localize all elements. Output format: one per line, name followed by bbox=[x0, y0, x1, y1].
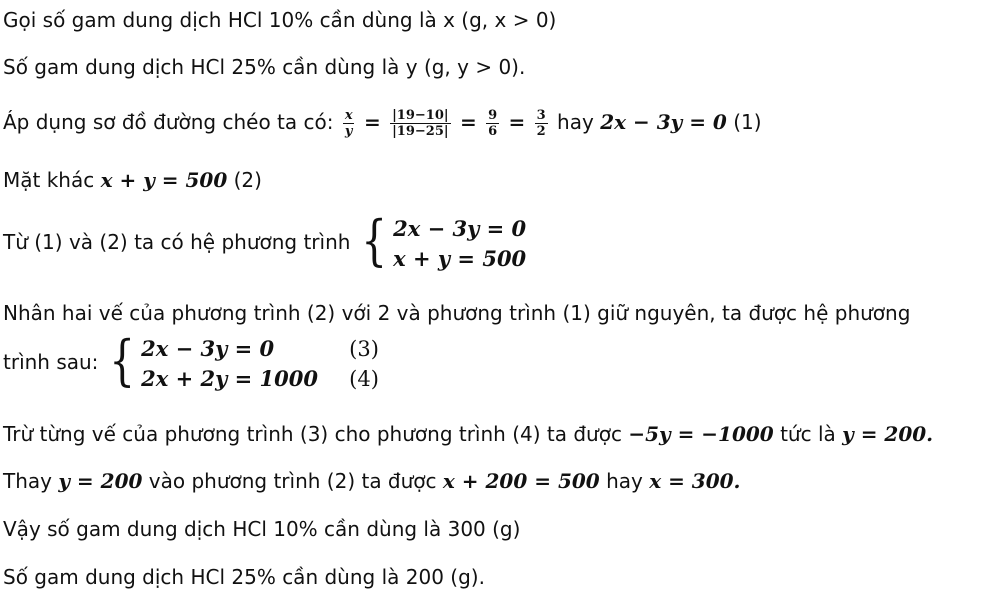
line-3-diagonal-rule bbox=[3, 108, 762, 139]
math-expression: x + y = 500 bbox=[100, 168, 228, 192]
text: Gọi số gam dung dịch HCl 10% cần dùng là x (g, x > 0) bbox=[3, 8, 557, 32]
line-10 bbox=[3, 515, 520, 543]
math-expression: x = 300. bbox=[649, 469, 741, 493]
text: Trừ từng vế của phương trình (3) cho phương trình (4) ta được bbox=[3, 422, 622, 446]
text: hay bbox=[606, 469, 643, 493]
text: Thay bbox=[3, 469, 52, 493]
fraction-abs-diff: $\frac{|19-10|}{|19-25|}$ bbox=[392, 108, 449, 139]
math-expression: y = 200 bbox=[58, 469, 143, 493]
text: Vậy số gam dung dịch HCl 10% cần dùng là 300 (g) bbox=[3, 517, 521, 541]
line-5-system bbox=[3, 210, 526, 274]
fraction-3-2: $\frac{3}{2}$ bbox=[536, 108, 546, 139]
line-4 bbox=[3, 166, 262, 194]
brace-icon: { bbox=[361, 208, 387, 272]
text: Số gam dung dịch HCl 25% cần dùng là y (g, y > 0). bbox=[3, 55, 526, 79]
text: Từ (1) và (2) ta có hệ phương trình bbox=[3, 230, 351, 254]
line-8 bbox=[3, 420, 933, 448]
equation-system-2 bbox=[105, 328, 379, 394]
text: Nhân hai vế của phương trình (2) với 2 và phương trình (1) giữ nguyên, ta được hệ phương bbox=[3, 301, 911, 325]
line-7-system bbox=[3, 330, 379, 394]
equals-sign: = bbox=[459, 110, 477, 134]
text: vào phương trình (2) ta được bbox=[148, 469, 437, 493]
text: Mặt khác bbox=[3, 168, 95, 192]
equation-tag: (2) bbox=[233, 168, 262, 192]
text: Số gam dung dịch HCl 25% cần dùng là 200 (g). bbox=[3, 565, 485, 589]
equation-tag: (3) bbox=[349, 336, 379, 361]
equals-sign: = bbox=[363, 110, 381, 134]
equals-sign: = bbox=[508, 110, 526, 134]
system-row: 2x + 2y = 1000 (4) bbox=[141, 364, 379, 394]
line-6 bbox=[3, 299, 910, 327]
equation-tag: (4) bbox=[349, 366, 379, 391]
math-expression: 2x − 3y = 0 bbox=[600, 110, 727, 134]
fraction-x-over-y: $\frac{x}{y}$ bbox=[344, 108, 353, 139]
math-expression: y = 200. bbox=[842, 422, 934, 446]
text: tức là bbox=[780, 422, 836, 446]
line-1 bbox=[3, 6, 556, 34]
equation-tag: (1) bbox=[733, 110, 762, 134]
system-row: 2x − 3y = 0 bbox=[393, 215, 527, 241]
math-expression: x + 200 = 500 bbox=[442, 469, 600, 493]
line-11 bbox=[3, 563, 485, 591]
fraction-9-6: $\frac{9}{6}$ bbox=[488, 108, 498, 139]
text: Áp dụng sơ đồ đường chéo ta có: bbox=[3, 110, 334, 134]
system-row: 2x − 3y = 0 (3) bbox=[141, 334, 379, 364]
line-9 bbox=[3, 467, 741, 495]
text: hay bbox=[557, 110, 594, 134]
math-expression: −5y = −1000 bbox=[628, 422, 774, 446]
text: trình sau: bbox=[3, 350, 99, 374]
equation-system-1 bbox=[357, 208, 527, 274]
system-row: x + y = 500 bbox=[393, 245, 527, 271]
brace-icon: { bbox=[109, 328, 135, 392]
line-2 bbox=[3, 53, 525, 81]
